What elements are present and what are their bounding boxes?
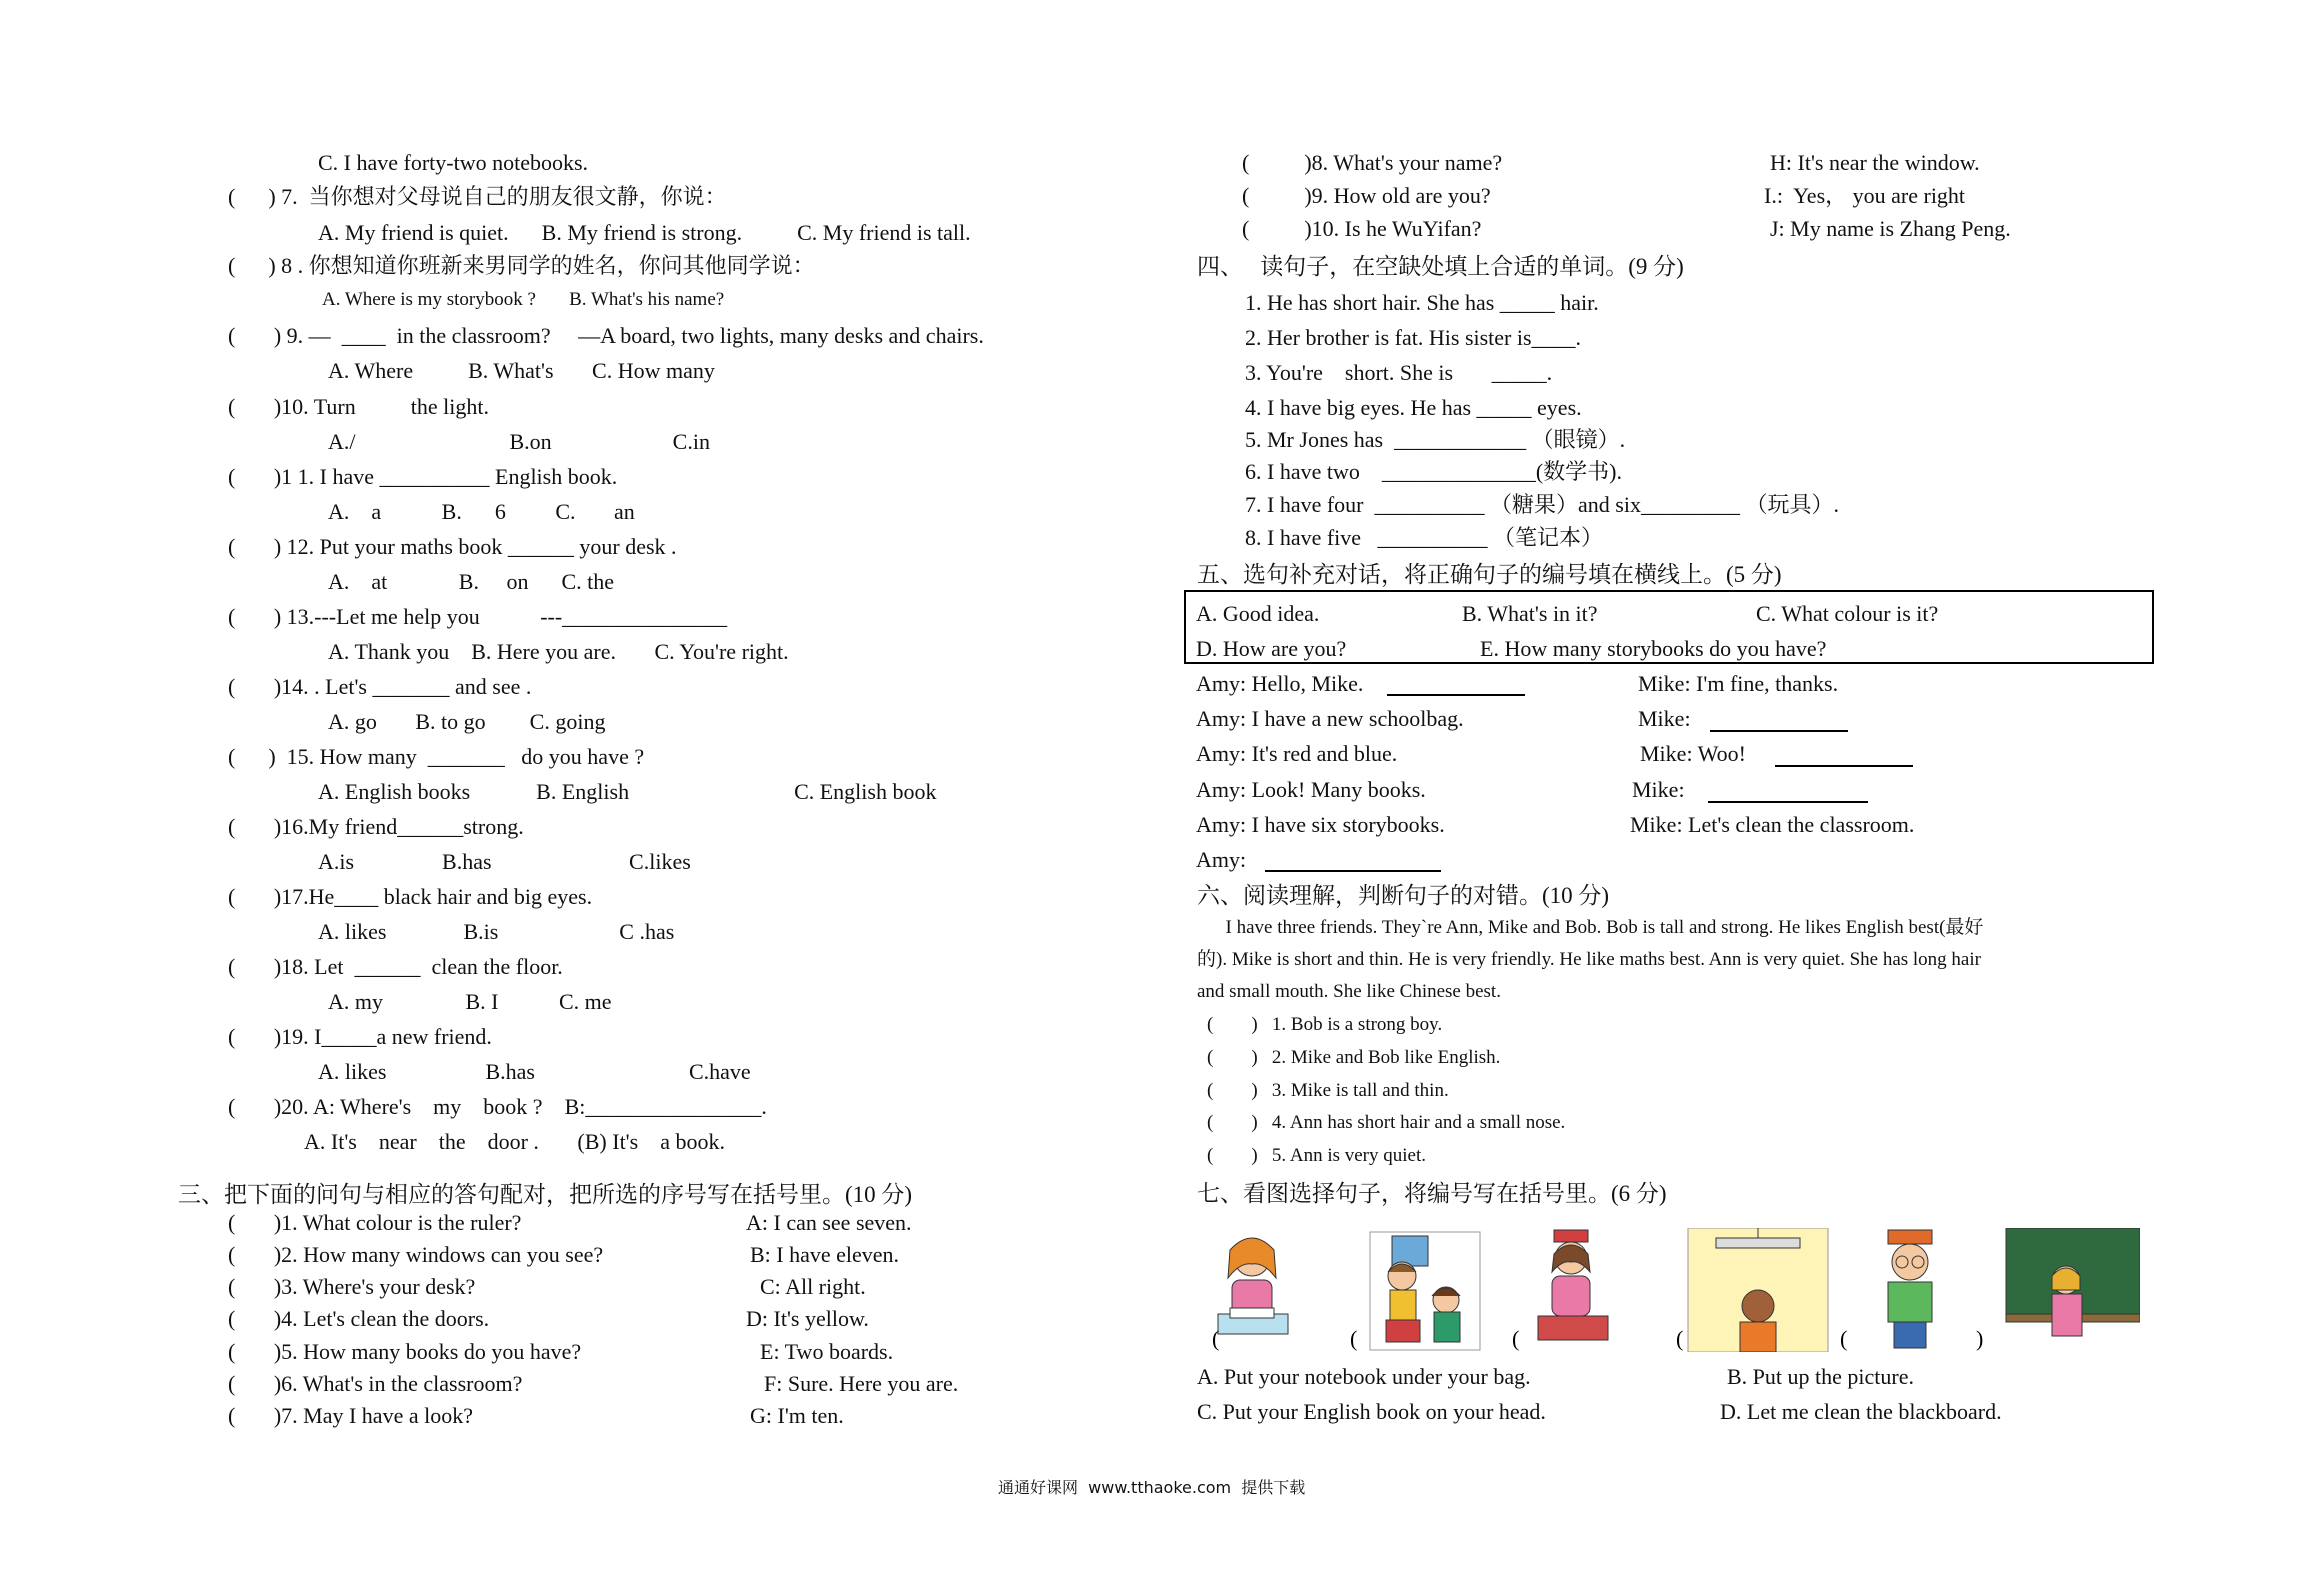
question-line: A. a B. 6 C. an	[328, 499, 635, 524]
passage-line: I have three friends. They`re Ann, Mike and Bob. Bob is tall and strong. He likes English best(最好	[1197, 917, 1984, 938]
fill-in-line: 4. I have big eyes. He has _____ eyes.	[1245, 395, 1582, 420]
dialog-blank-2	[1710, 730, 1848, 732]
question-line: ( ) 12. Put your maths book ______ your desk .	[228, 534, 677, 559]
dialog-mike-line: Mike: Woo!	[1640, 741, 1746, 766]
svg-text:(: (	[1676, 1326, 1684, 1351]
dialog-mike-line: Mike: Let's clean the classroom.	[1630, 812, 1915, 837]
boy-under-light-icon	[1688, 1228, 1828, 1352]
question-line: ( )17.He____ black hair and big eyes.	[228, 884, 593, 909]
match-answer: E: Two boards.	[760, 1339, 894, 1364]
dialog-amy-line: Amy: It's red and blue.	[1196, 741, 1398, 766]
match-answer: G: I'm ten.	[750, 1403, 844, 1428]
two-children-icon	[1370, 1232, 1480, 1350]
footer-text: 通通好课网 www.tthaoke.com 提供下载	[998, 1478, 1306, 1497]
svg-text:(: (	[1512, 1326, 1520, 1351]
question-line: ( )10. Turn the light.	[228, 394, 489, 419]
girl-at-blackboard-icon	[2006, 1228, 2140, 1336]
fill-in-line: 6. I have two ______________(数学书).	[1245, 459, 1623, 484]
question-line: ( )16.My friend______strong.	[228, 814, 524, 839]
question-line: ( )19. I_____a new friend.	[228, 1024, 492, 1049]
section-7-title: 七、看图选择句子，将编号写在括号里。(6 分)	[1197, 1181, 1667, 1206]
question-line: ( ) 9. — ____ in the classroom? —A board, two lights, many desks and chairs.	[228, 323, 984, 348]
option-b: B. What's in it?	[1462, 601, 1598, 626]
match-question: ( )3. Where's your desk?	[228, 1274, 476, 1299]
pic-option-a: A. Put your notebook under your bag.	[1197, 1364, 1531, 1389]
question-line: A. Where is my storybook ? B. What's his name?	[322, 289, 725, 310]
section-3-title: 三、把下面的问句与相应的答句配对，把所选的序号写在括号里。(10 分)	[178, 1182, 913, 1207]
section-5-title: 五、选句补充对话，将正确句子的编号填在横线上。(5 分)	[1197, 562, 1782, 587]
dialog-amy-line: Amy: Hello, Mike.	[1196, 671, 1364, 696]
dialog-blank-4	[1708, 801, 1868, 803]
svg-text:(: (	[1840, 1326, 1848, 1351]
dialog-blank-3	[1775, 765, 1913, 767]
dialog-blank-5	[1265, 870, 1441, 872]
dialog-amy-line: Amy: Look! Many books.	[1196, 777, 1426, 802]
pic-option-d: D. Let me clean the blackboard.	[1720, 1399, 2002, 1424]
fill-in-line: 2. Her brother is fat. His sister is____.	[1245, 325, 1582, 350]
question-line: A. English books B. English C. English book	[318, 779, 937, 804]
dialog-amy-line: Amy: I have six storybooks.	[1196, 812, 1445, 837]
fill-in-line: 3. You're short. She is _____.	[1245, 360, 1553, 385]
question-line: A. at B. on C. the	[328, 569, 614, 594]
passage-line: 的). Mike is short and thin. He is very friendly. He like maths best. Ann is very quiet. She has long hair	[1197, 949, 1981, 970]
fill-in-line: 1. He has short hair. She has _____ hair.	[1245, 290, 1599, 315]
question-line: ( )20. A: Where's my book ? B:________________.	[228, 1094, 767, 1119]
question-line: A. Where B. What's C. How many	[328, 358, 715, 383]
question-line: A. My friend is quiet. B. My friend is strong. C. My friend is tall.	[318, 220, 971, 245]
match-answer: I.: Yes， you are right	[1764, 183, 1966, 208]
fill-in-line: 5. Mr Jones has ____________ （眼镜）.	[1245, 427, 1626, 452]
match-answer: J: My name is Zhang Peng.	[1770, 216, 2011, 241]
match-question: ( )2. How many windows can you see?	[228, 1242, 604, 1267]
match-answer: C: All right.	[760, 1274, 866, 1299]
girl-book-on-head-icon	[1538, 1230, 1608, 1340]
dialog-mike-line: Mike:	[1638, 706, 1691, 731]
question-line: A.is B.has C.likes	[318, 849, 691, 874]
question-line: A. likes B.has C.have	[318, 1059, 751, 1084]
question-line: A./ B.on C.in	[328, 429, 710, 454]
judge-line: ( ) 3. Mike is tall and thin.	[1207, 1080, 1449, 1101]
picture-strip	[1200, 1228, 2140, 1352]
svg-text:(: (	[1212, 1326, 1220, 1351]
fill-in-line: 7. I have four __________ （糖果）and six_________ （玩具）.	[1245, 492, 1839, 517]
match-answer: H: It's near the window.	[1770, 150, 1980, 175]
match-answer: D: It's yellow.	[746, 1306, 869, 1331]
match-answer: A: I can see seven.	[746, 1210, 912, 1235]
match-question: ( )6. What's in the classroom?	[228, 1371, 523, 1396]
match-question: ( )9. How old are you?	[1242, 183, 1491, 208]
dialog-amy-line: Amy: I have a new schoolbag.	[1196, 706, 1464, 731]
question-line: A. go B. to go C. going	[328, 709, 606, 734]
fill-in-line: 8. I have five __________ （笔记本）	[1245, 525, 1604, 550]
svg-text:): )	[1976, 1326, 1984, 1351]
question-line: ( ) 15. How many _______ do you have ?	[228, 744, 645, 769]
question-line: A. likes B.is C .has	[318, 919, 675, 944]
question-line: C. I have forty-two notebooks.	[318, 150, 589, 175]
match-question: ( )4. Let's clean the doors.	[228, 1306, 490, 1331]
passage-line: and small mouth. She like Chinese best.	[1197, 981, 1501, 1002]
question-line: ( )18. Let ______ clean the floor.	[228, 954, 563, 979]
section-4-title: 四、 读句子，在空缺处填上合适的单词。(9 分)	[1197, 254, 1684, 279]
question-line: ( ) 13.---Let me help you ---_______________	[228, 604, 728, 629]
match-question: ( )10. Is he WuYifan?	[1242, 216, 1482, 241]
dialog-mike-line: Mike: I'm fine, thanks.	[1638, 671, 1839, 696]
girl-with-book-icon	[1218, 1238, 1288, 1334]
pic-option-c: C. Put your English book on your head.	[1197, 1399, 1546, 1424]
question-line: A. my B. I C. me	[328, 989, 612, 1014]
option-a: A. Good idea.	[1196, 601, 1320, 626]
question-line: ( )14. . Let's _______ and see .	[228, 674, 532, 699]
match-question: ( )8. What's your name?	[1242, 150, 1503, 175]
judge-line: ( ) 5. Ann is very quiet.	[1207, 1145, 1427, 1166]
question-line: ( )1 1. I have __________ English book.	[228, 464, 618, 489]
section-6-title: 六、阅读理解，判断句子的对错。(10 分)	[1197, 883, 1610, 908]
judge-line: ( ) 4. Ann has short hair and a small nose.	[1207, 1112, 1566, 1133]
dialog-blank-1	[1387, 694, 1525, 696]
question-line: A. Thank you B. Here you are. C. You're right.	[328, 639, 789, 664]
dialog-amy-line: Amy:	[1196, 847, 1247, 872]
judge-line: ( ) 1. Bob is a strong boy.	[1207, 1014, 1443, 1035]
question-line: ( ) 8 . 你想知道你班新来男同学的姓名，你问其他同学说：	[228, 253, 815, 278]
match-question: ( )5. How many books do you have?	[228, 1339, 582, 1364]
boy-hand-on-head-icon	[1888, 1230, 1932, 1348]
match-answer: F: Sure. Here you are.	[764, 1371, 959, 1396]
pic-option-b: B. Put up the picture.	[1727, 1364, 1914, 1389]
option-c: C. What colour is it?	[1756, 601, 1939, 626]
dialog-mike-line: Mike:	[1632, 777, 1685, 802]
question-line: ( ) 7. 当你想对父母说自己的朋友很文静，你说：	[228, 184, 727, 209]
svg-text:(: (	[1350, 1326, 1358, 1351]
match-question: ( )7. May I have a look?	[228, 1403, 473, 1428]
judge-line: ( ) 2. Mike and Bob like English.	[1207, 1047, 1501, 1068]
match-question: ( )1. What colour is the ruler?	[228, 1210, 522, 1235]
option-e: E. How many storybooks do you have?	[1480, 636, 1827, 661]
option-d: D. How are you?	[1196, 636, 1347, 661]
match-answer: B: I have eleven.	[750, 1242, 900, 1267]
question-line: A. It's near the door . (B) It's a book.	[304, 1129, 725, 1154]
